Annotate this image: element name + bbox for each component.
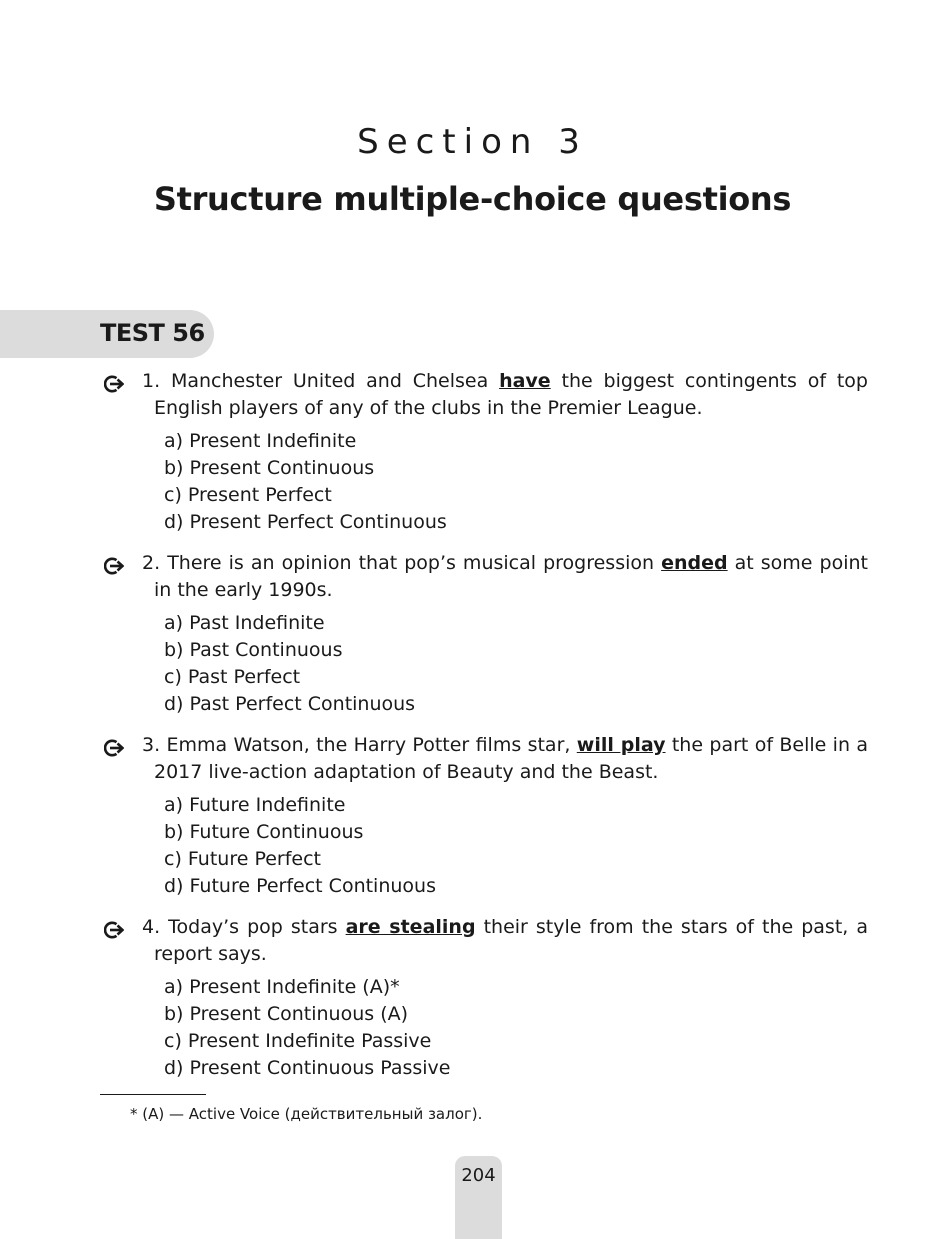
question-text: Emma Watson, the Harry Potter films star, [166, 734, 571, 756]
answer-option[interactable]: a) Future Indefinite [164, 794, 346, 816]
answer-option[interactable]: b) Present Continuous [164, 457, 375, 479]
question-text: There is an opinion that pop’s musical progression [167, 552, 655, 574]
answer-option[interactable]: d) Past Perfect Continuous [164, 693, 416, 715]
question-number: 2. [142, 552, 161, 574]
answer-option[interactable]: c) Past Perfect [164, 666, 301, 688]
answer-option[interactable]: c) Present Perfect [164, 484, 332, 506]
section-heading: Section 3 [357, 122, 588, 162]
answer-options [164, 428, 447, 536]
answer-options [164, 974, 450, 1082]
page-number-tab [455, 1156, 502, 1239]
answer-option[interactable]: c) Future Perfect [164, 848, 322, 870]
answer-option[interactable]: d) Future Perfect Continuous [164, 875, 436, 897]
underlined-verb: will play [576, 734, 666, 756]
question-text: their style from the stars of the past, a report says. [154, 916, 868, 965]
question-stem [142, 550, 868, 604]
answer-option[interactable]: a) Past Indefinite [164, 612, 325, 634]
question-stem [142, 914, 868, 968]
question-number: 3. [142, 734, 161, 756]
question-number: 1. [142, 370, 161, 392]
answer-option[interactable]: a) Present Indefinite [164, 430, 357, 452]
answer-option[interactable]: b) Past Continuous [164, 639, 343, 661]
footnote-divider [100, 1094, 206, 1095]
answer-option[interactable]: c) Present Indefinite Passive [164, 1030, 432, 1052]
underlined-verb: are stealing [345, 916, 476, 938]
answer-option[interactable]: d) Present Perfect Continuous [164, 511, 447, 533]
question-stem [142, 368, 868, 422]
test-label: TEST 56 [100, 319, 205, 347]
footnote: * (A) — Active Voice (действительный залог). [130, 1105, 483, 1123]
arrow-bullet-icon [104, 920, 124, 940]
answer-option[interactable]: b) Future Continuous [164, 821, 364, 843]
arrow-bullet-icon [104, 738, 124, 758]
question-text: Today’s pop stars [168, 916, 338, 938]
page-number: 204 [461, 1165, 496, 1186]
answer-options [164, 792, 436, 900]
answer-option[interactable]: d) Present Continuous Passive [164, 1057, 451, 1079]
question-text: the biggest contingents of top English players of any of the clubs in the Premier League. [154, 370, 868, 419]
answer-option[interactable]: b) Present Continuous (A) [164, 1003, 409, 1025]
arrow-bullet-icon [104, 556, 124, 576]
answer-options [164, 610, 415, 718]
answer-option[interactable]: a) Present Indefinite (A)* [164, 976, 400, 998]
arrow-bullet-icon [104, 374, 124, 394]
question-text: Manchester United and Chelsea [170, 370, 489, 392]
question-text: the part of Belle in a 2017 live-action adaptation of Beauty and the Beast. [154, 734, 868, 783]
question-number: 4. [142, 916, 161, 938]
section-title: Structure multiple-choice questions [153, 180, 792, 218]
question-stem [142, 732, 868, 786]
underlined-verb: ended [661, 552, 728, 574]
underlined-verb: have [499, 370, 551, 392]
test-label-tab [0, 310, 214, 358]
question-text: at some point in the early 1990s. [154, 552, 868, 601]
